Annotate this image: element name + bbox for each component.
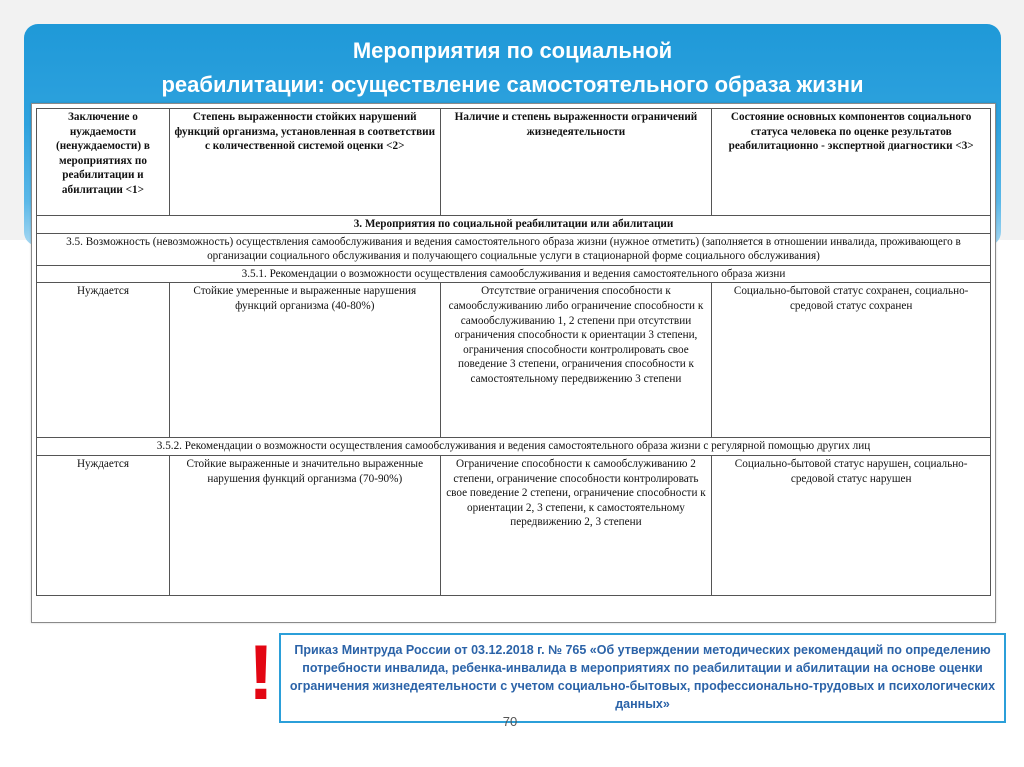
table-cell: Отсутствие ограничения способности к самообслуживанию либо ограничение способности к самообслуживанию 1, 2 степени при отсутствии ограничения способности к ориентации 3 степени, ограничения способности контролировать свое поведение 3 степени, ограничения способности к самостоятельному передвижению 3 степени [440, 283, 712, 438]
order-note [279, 633, 1006, 723]
table-row [37, 455, 991, 595]
header-cell: Состояние основных компонентов социального статуса человека по оценке результатов реабилитационно - экспертной диагностики <3> [712, 109, 991, 216]
rehabilitation-table [36, 108, 991, 596]
order-note-text: Приказ Минтруда России от 03.12.2018 г. № 765 «Об утверждении методических рекомендаций по определению потребности инвалида, ребенка-инвалида в мероприятиях по реабилитации и абилитации на основе оценки ограничения жизнедеятельности с учетом социально-бытовых, профессионально-трудовых и психологических данных» [289, 643, 996, 711]
header-cell: Наличие и степень выраженности ограничений жизнедеятельности [440, 109, 712, 216]
subsection-3-5-1: 3.5.1. Рекомендации о возможности осуществления самообслуживания и ведения самостоятельного образа жизни [37, 265, 991, 283]
subsection-3-5-2: 3.5.2. Рекомендации о возможности осуществления самообслуживания и ведения самостоятельного образа жизни с регулярной помощью других лиц [37, 438, 991, 456]
slide-title-line1: Мероприятия по социальной [352, 38, 673, 63]
slide-title [24, 34, 1001, 102]
table-header-row [37, 109, 991, 216]
document-excerpt [31, 103, 996, 623]
table-cell: Социально-бытовой статус нарушен, социально-средовой статус нарушен [712, 455, 991, 595]
table-cell: Ограничение способности к самообслуживанию 2 степени, ограничение способности контролировать свое поведение 2 степени, ограничение способности к ориентации 2, 3 степени, к самостоятельному передвижению 2, 3 степени [440, 455, 712, 595]
subsection-3-5: 3.5. Возможность (невозможность) осуществления самообслуживания и ведения самостоятельного образа жизни (нужное отметить) (заполняется в отношении инвалида, проживающего в организации социального обслуживания и получающего социальные услуги в стационарной форме социального обслуживания) [37, 233, 991, 265]
subsection-row [37, 438, 991, 456]
exclamation-icon: ! [248, 628, 274, 716]
header-cell: Заключение о нуждаемости (ненуждаемости) в мероприятиях по реабилитации и абилитации <1> [37, 109, 170, 216]
page-number: 70 [502, 714, 518, 729]
slide-title-line2: реабилитации: осуществление самостоятельного образа жизни [161, 72, 864, 97]
section-title: 3. Мероприятия по социальной реабилитации или абилитации [37, 216, 991, 234]
table-cell: Нуждается [37, 283, 170, 438]
table-cell: Стойкие умеренные и выраженные нарушения функций организма (40-80%) [169, 283, 440, 438]
subsection-row [37, 233, 991, 265]
table-row [37, 283, 991, 438]
section-row [37, 216, 991, 234]
table-cell: Социально-бытовой статус сохранен, социально-средовой статус сохранен [712, 283, 991, 438]
table-cell: Нуждается [37, 455, 170, 595]
table-cell: Стойкие выраженные и значительно выраженные нарушения функций организма (70-90%) [169, 455, 440, 595]
header-cell: Степень выраженности стойких нарушений функций организма, установленная в соответствии с количественной системой оценки <2> [169, 109, 440, 216]
subsection-row [37, 265, 991, 283]
